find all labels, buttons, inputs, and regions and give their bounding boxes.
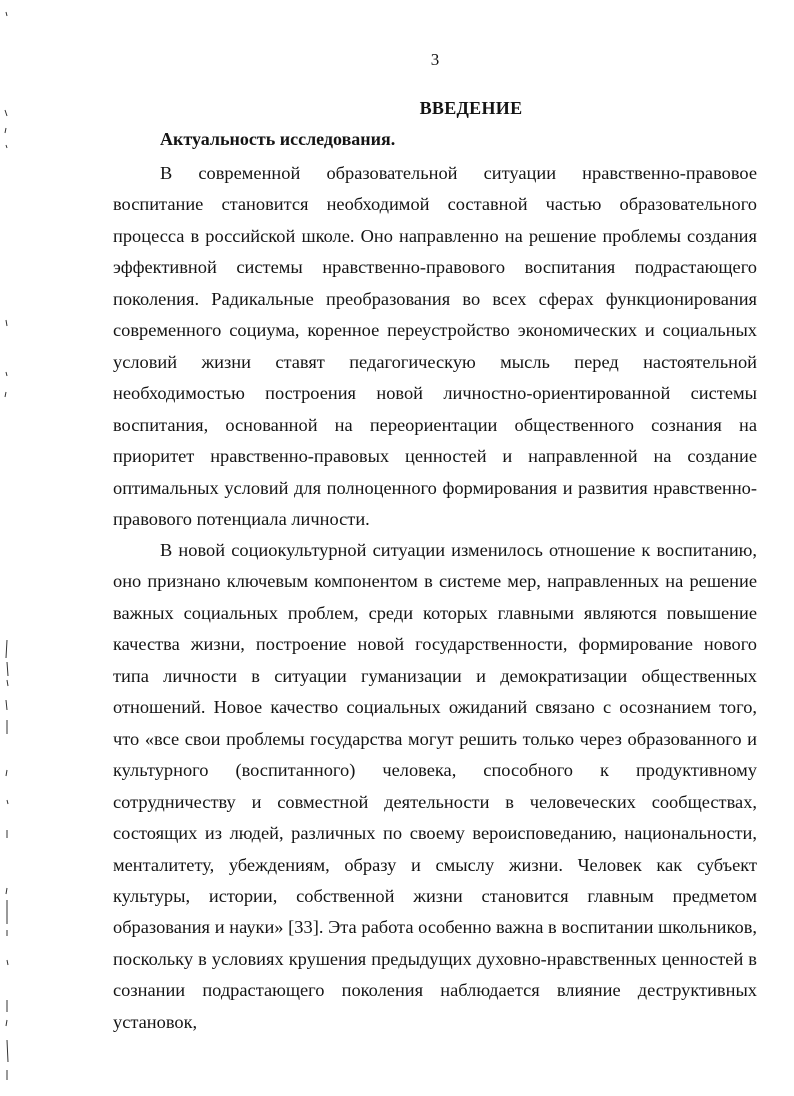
page-number: 3 [430,50,440,69]
section-subheading: Актуальность исследования. [160,129,396,149]
scan-margin-marks [0,0,30,1096]
paragraph: В современной образовательной ситуации нравственно-правовое воспитание становится необходимой составной частью образовательного процесса в российской школе. Оно направленно на решение проблемы создания эффективной системы нравственно-правового воспитания подрастающего поколения. Радикальные преобразования во всех сферах функционирования современного социума, коренное переустройство экономических и социальных условий жизни ставят педагогическую мысль перед настоятельной необходимостью построения новой личностно-ориентированной системы воспитания, основанной на переориентации общественного сознания на приоритет нравственно-правовых ценностей и направленной на создание оптимальных условий для полноценного формирования и развития нравственно-правового потенциала личности. [113,163,757,529]
paragraph: В новой социокультурной ситуации изменилось отношение к воспитанию, оно признано ключевым компонентом в системе мер, направленных на решение важных социальных проблем, среди которых главными являются повышение качества жизни, построение новой государственности, формирование нового типа личности в ситуации гуманизации и демократизации общественных отношений. Новое качество социальных ожиданий связано с осознанием того, что «все свои проблемы государства могут решить только через образованного и культурного (воспитанного) человека, способного к продуктивному сотрудничеству и совместной деятельности в человеческих сообществах, состоящих из людей, различных по своему вероисповеданию, национальности, менталитету, убеждениям, образу и смыслу жизни. Человек как субъект культуры, истории, собственной жизни становится главным предметом образования и науки» [33]. Эта работа особенно важна в воспитании школьников, поскольку в условиях крушения предыдущих духовно-нравственных ценностей в сознании подрастающего поколения наблюдается влияние деструктивных установок, [113,540,757,1032]
section-heading: ВВЕДЕНИЕ [419,98,523,118]
